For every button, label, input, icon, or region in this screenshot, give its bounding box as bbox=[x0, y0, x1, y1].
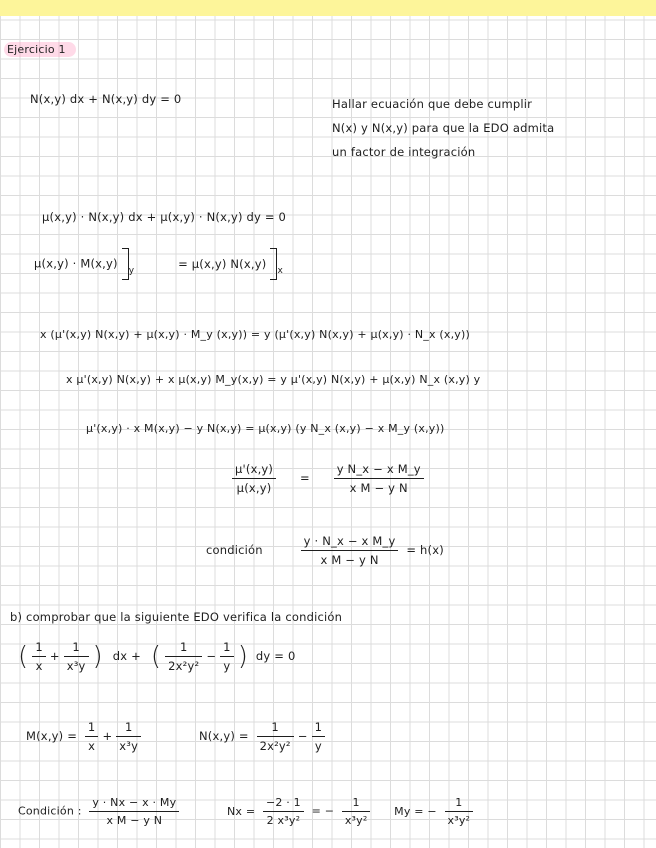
exercise-title: Ejercicio 1 bbox=[4, 42, 76, 57]
n1-den: 2x²y² bbox=[259, 739, 291, 753]
final-cond-den: x M − y N bbox=[106, 814, 163, 827]
n-term-2 bbox=[312, 720, 326, 753]
ratio-right-num: y N_x − x M_y bbox=[334, 462, 424, 479]
statement-line-2: N(x) y N(x,y) para que la EDO admita bbox=[332, 121, 555, 135]
t3-den: 2x²y² bbox=[168, 659, 200, 673]
edo-term-2 bbox=[64, 640, 89, 673]
nx1-den: 2 x³y² bbox=[266, 814, 301, 827]
definitions-line bbox=[26, 720, 329, 753]
statement-line-1: Hallar ecuación que debe cumplir bbox=[332, 97, 533, 111]
my-num: 1 bbox=[445, 796, 474, 812]
edo-plus: + bbox=[49, 649, 60, 663]
nx-equals: = − bbox=[311, 804, 335, 818]
m1-num: 1 bbox=[85, 720, 99, 737]
edo-minus: − bbox=[206, 649, 217, 663]
step-rearrange: μ'(x,y) · x M(x,y) − y N(x,y) = μ(x,y) (y N_x (x,y) − x M_y (x,y)) bbox=[86, 422, 445, 435]
main-equation: N(x,y) dx + N(x,y) dy = 0 bbox=[30, 92, 182, 106]
edo-term-1 bbox=[32, 640, 46, 673]
n-label: N(x,y) = bbox=[198, 729, 249, 743]
ratio-equals: = bbox=[299, 471, 310, 485]
n1-num: 1 bbox=[257, 720, 294, 737]
part-b-heading: b) comprobar que la siguiente EDO verifica la condición bbox=[10, 610, 343, 624]
m-term-2 bbox=[116, 720, 141, 753]
sub-y: y bbox=[128, 265, 135, 276]
problem-statement bbox=[332, 92, 652, 164]
nx-label: Nx = bbox=[227, 804, 256, 818]
condition-num: y · N_x − x M_y bbox=[301, 534, 399, 551]
t2-num: 1 bbox=[64, 640, 89, 657]
ratio-right-den: x M − y N bbox=[349, 481, 408, 495]
n-term-1 bbox=[257, 720, 294, 753]
t3-num: 1 bbox=[165, 640, 202, 657]
edo-b bbox=[18, 640, 295, 673]
step-ratio bbox=[228, 462, 428, 495]
t4-den: y bbox=[223, 659, 231, 673]
m2-num: 1 bbox=[116, 720, 141, 737]
ratio-left-num: μ'(x,y) bbox=[232, 462, 276, 479]
n2-den: y bbox=[314, 739, 322, 753]
bracket-left bbox=[122, 248, 129, 280]
final-condition-label: Condición : bbox=[18, 804, 82, 818]
step-exactness-condition bbox=[34, 248, 283, 280]
step-expand-1: x (μ'(x,y) N(x,y) + μ(x,y) · M_y (x,y)) = y (μ'(x,y) N(x,y) + μ(x,y) · N_x (x,y)) bbox=[40, 328, 471, 341]
edo-dy: dy = 0 bbox=[255, 649, 296, 663]
nx-term-2 bbox=[342, 796, 371, 827]
m1-den: x bbox=[88, 739, 96, 753]
step-expand-2: x μ'(x,y) N(x,y) + x μ(x,y) M_y(x,y) = y μ'(x,y) N(x,y) + μ(x,y) N_x (x,y) y bbox=[66, 373, 481, 386]
t2-den: x³y bbox=[66, 659, 86, 673]
edo-term-3 bbox=[165, 640, 202, 673]
nx2-den: x³y² bbox=[344, 814, 368, 827]
paren-open-1: ( bbox=[18, 641, 29, 672]
condition-line bbox=[206, 534, 444, 567]
final-condition-fraction bbox=[89, 796, 179, 827]
condition-rhs: = h(x) bbox=[406, 543, 444, 557]
nx2-num: 1 bbox=[342, 796, 371, 812]
n2-num: 1 bbox=[312, 720, 326, 737]
top-highlight-band bbox=[0, 0, 656, 16]
exactness-right: = μ(x,y) N(x,y) bbox=[178, 256, 267, 271]
nx1-num: −2 · 1 bbox=[263, 796, 304, 812]
my-label: My = − bbox=[394, 804, 437, 818]
m-plus: + bbox=[102, 729, 113, 743]
n-minus: − bbox=[297, 729, 308, 743]
condition-label: condición bbox=[206, 543, 263, 557]
my-term bbox=[445, 796, 474, 827]
paren-close-2: ) bbox=[237, 641, 249, 672]
edo-term-4 bbox=[220, 640, 234, 673]
ratio-left-den: μ(x,y) bbox=[236, 481, 272, 495]
t1-den: x bbox=[35, 659, 43, 673]
edo-dx: dx + bbox=[112, 649, 141, 663]
sub-x: x bbox=[277, 265, 283, 276]
t4-num: 1 bbox=[220, 640, 234, 657]
condition-fraction bbox=[301, 534, 399, 567]
m2-den: x³y bbox=[119, 739, 139, 753]
step-multiply-factor: μ(x,y) · N(x,y) dx + μ(x,y) · N(x,y) dy = 0 bbox=[42, 210, 287, 224]
ratio-left bbox=[232, 462, 276, 495]
nx-term-1 bbox=[263, 796, 304, 827]
condition-den: x M − y N bbox=[320, 553, 379, 567]
m-label: M(x,y) = bbox=[26, 729, 78, 743]
exactness-left: μ(x,y) · M(x,y) bbox=[34, 256, 118, 271]
ratio-right bbox=[334, 462, 424, 495]
paren-open-2: ( bbox=[150, 641, 162, 672]
paren-close-1: ) bbox=[92, 641, 103, 672]
m-term-1 bbox=[85, 720, 99, 753]
statement-line-3: un factor de integración bbox=[332, 145, 476, 159]
t1-num: 1 bbox=[32, 640, 46, 657]
final-cond-num: y · Nx − x · My bbox=[89, 796, 179, 812]
my-den: x³y² bbox=[447, 814, 471, 827]
final-line bbox=[18, 796, 477, 827]
